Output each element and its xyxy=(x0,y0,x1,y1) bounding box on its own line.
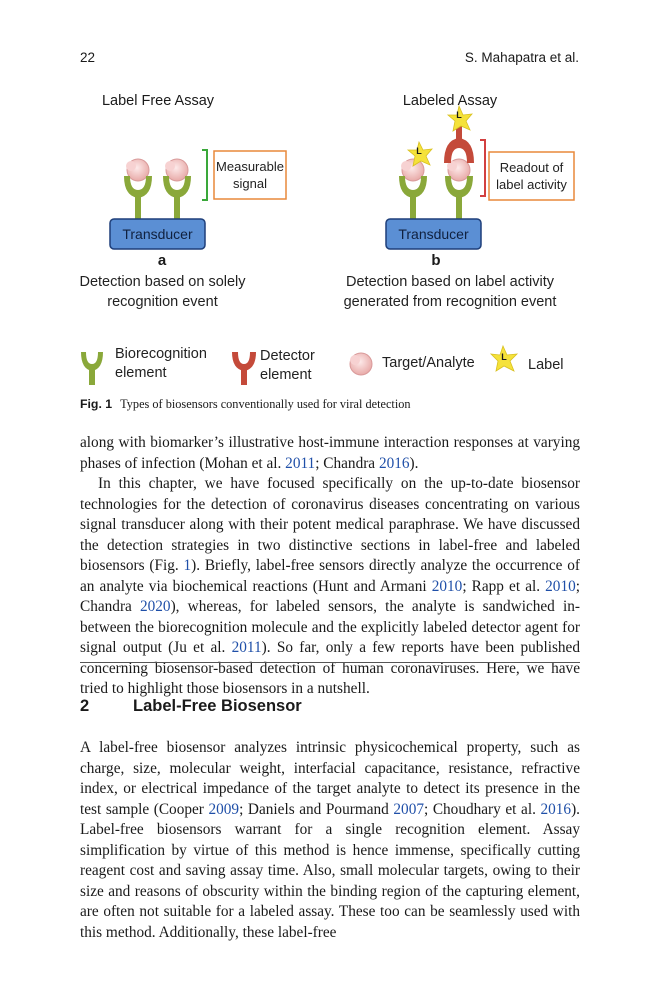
panel-a-signal-bracket xyxy=(202,150,207,200)
figure-caption-text: Types of biosensors conventionally used for viral detection xyxy=(120,397,411,411)
legend-detector-label: Detector element xyxy=(260,348,315,383)
legend-detector-icon xyxy=(232,352,256,385)
panel-b-targets xyxy=(401,159,470,181)
panel-b-label-mark-side: L xyxy=(416,146,422,156)
panel-b-receptors xyxy=(399,176,473,219)
section-number: 2 xyxy=(80,697,90,715)
panel-a-transducer-label: Transducer xyxy=(122,226,193,242)
citation-link[interactable]: 2020 xyxy=(139,598,171,615)
panel-b-letter: b xyxy=(431,252,441,269)
figure-graphics xyxy=(0,0,659,395)
panel-a-caption: Detection based on solely recognition event xyxy=(79,274,246,310)
citation-link[interactable]: 2016 xyxy=(540,800,572,818)
figure-link[interactable]: 1 xyxy=(183,557,192,574)
citation-link[interactable]: 2007 xyxy=(393,800,424,818)
panel-b-callout-text: Readout of label activity xyxy=(496,160,567,192)
figure-1 xyxy=(0,0,659,395)
running-header-author: S. Mahapatra et al. xyxy=(464,50,579,65)
section-title: Label-Free Biosensor xyxy=(133,697,302,715)
panel-a-receptors xyxy=(124,176,191,219)
body-text-section xyxy=(80,738,580,943)
panel-a-callout-text: Measurable signal xyxy=(216,159,284,191)
paragraph: along with biomarker’s illustrative host-immune interaction responses at varying phases of infection (Mohan et al. 2011; Chandra 2016). xyxy=(80,434,580,472)
legend-target-label: Target/Analyte xyxy=(382,355,475,371)
figure-caption xyxy=(80,397,411,412)
citation-link[interactable]: 2010 xyxy=(431,577,463,595)
panel-b-transducer-label: Transducer xyxy=(398,226,469,242)
figure-caption-label: Fig. 1 xyxy=(80,397,113,411)
paragraph: A label-free biosensor analyzes intrinsic physicochemical property, such as charge, size, molecular weight, interfacial capacitance, resistance, refractive index, or electrical impedance of the target analyte to detect its presence in the test sample (Cooper 2009; Daniels and Pourmand 2007; Choudhary et al. 2016). Label-free biosensors warrant for a single recognition element. Assay simplification by virtue of this method is hence immense, specifically cutting reagent cost and saving assay time. Also, small molecular targets, owing to their size and reasons of obscurity within the binding region of the capturing element, are often not suitable for a labeled assay. These too can be seamlessly used with this method. Additionally, these label-free xyxy=(80,739,580,941)
legend-label-mark: L xyxy=(501,352,507,362)
citation-link[interactable]: 2009 xyxy=(208,800,240,818)
panel-b-label-bracket xyxy=(480,140,485,196)
body-text-top xyxy=(80,433,580,700)
citation-link[interactable]: 2016 xyxy=(378,454,410,472)
citation-link[interactable]: 2011 xyxy=(231,639,262,656)
paragraph: In this chapter, we have focused specifically on the up-to-date biosensor technologies for the detection of coronavirus diseases concentrating on various signal transducer along with their potent medical paraphrase. We have discussed the detection strategies in two distinctive sections in label-free and labeled biosensors (Fig. 1). Briefly, label-free sensors directly analyze the occurrence of an analyte via biochemical reactions (Hunt and Armani 2010; Rapp et al. 2010; Chandra 2020), whereas, for labeled sensors, the analyte is sandwiched in-between the biorecognition molecule and the explicitly labeled detector agent for signal output (Ju et al. 2011). So far, only a few reports have been published concerning biosensor-based detection of human coronaviruses. Here, we have tried to highlight those biosensors in a nutshell. xyxy=(80,475,580,697)
panel-a-letter: a xyxy=(157,252,167,269)
legend-target-icon xyxy=(350,353,372,375)
legend-bio-icon xyxy=(81,352,103,385)
citation-link[interactable]: 2010 xyxy=(545,577,576,595)
panel-b-caption: Detection based on label activity generated from recognition event xyxy=(343,274,557,310)
citation-link[interactable]: 2011 xyxy=(285,454,316,472)
legend-bio-label: Biorecognition element xyxy=(115,346,207,381)
panel-a-title: Label Free Assay xyxy=(101,93,215,109)
page-number: 22 xyxy=(80,50,96,65)
panel-b-label-mark-top: L xyxy=(456,110,462,120)
panel-b-detector xyxy=(444,125,474,163)
panel-a-targets xyxy=(126,159,188,181)
legend-label-label: Label xyxy=(528,357,564,373)
section-divider xyxy=(80,662,580,663)
panel-b-title: Labeled Assay xyxy=(402,93,498,109)
